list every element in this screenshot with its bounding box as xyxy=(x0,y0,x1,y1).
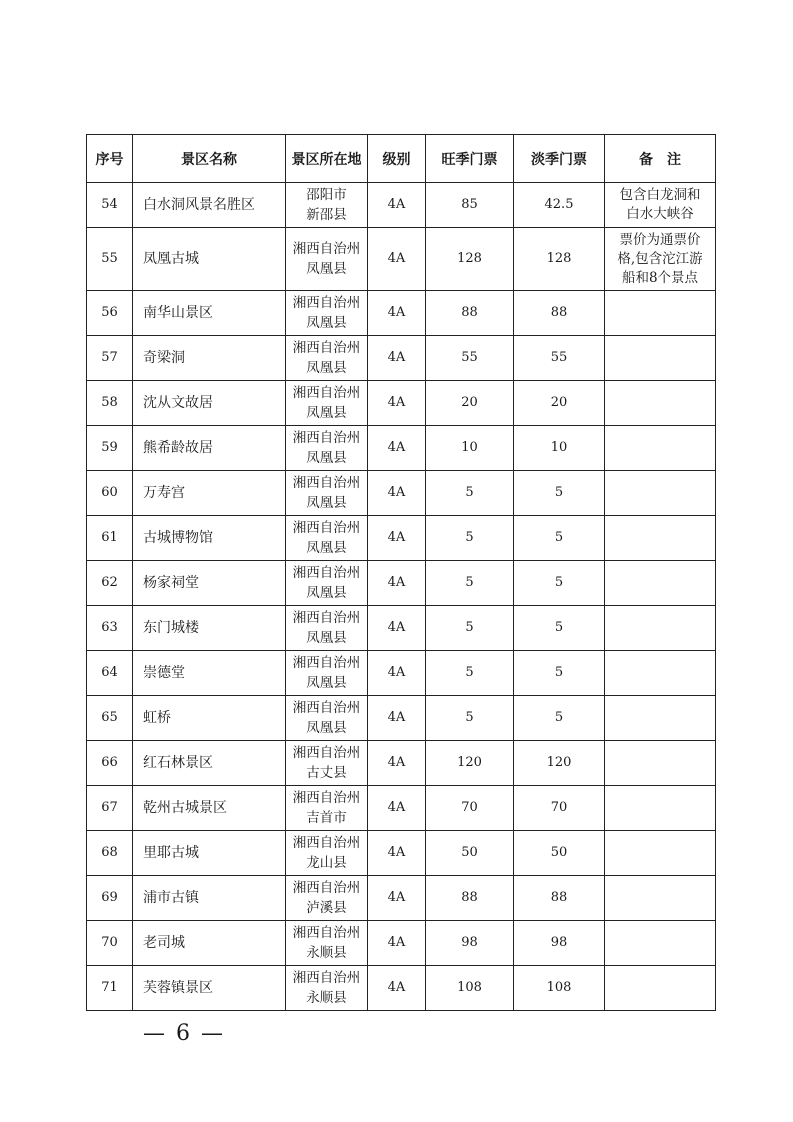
cell-location xyxy=(286,183,368,228)
table-row xyxy=(87,651,716,696)
cell-location xyxy=(286,336,368,381)
location-line: 凤凰县 xyxy=(306,495,347,511)
cell-scenic-name: 古城博物馆 xyxy=(133,516,286,561)
cell-peak-price: 85 xyxy=(426,183,514,228)
location-line: 凤凰县 xyxy=(306,540,347,556)
cell-location xyxy=(286,786,368,831)
location-line: 新邵县 xyxy=(306,207,347,223)
cell-peak-price: 88 xyxy=(426,876,514,921)
cell-remark xyxy=(605,966,716,1011)
cell-level: 4A xyxy=(368,381,426,426)
cell-scenic-name: 芙蓉镇景区 xyxy=(133,966,286,1011)
cell-location xyxy=(286,876,368,921)
location-line: 湘西自治州 xyxy=(292,925,361,941)
cell-off-price: 98 xyxy=(514,921,605,966)
cell-location xyxy=(286,831,368,876)
location-line: 凤凰县 xyxy=(306,315,347,331)
cell-level: 4A xyxy=(368,696,426,741)
cell-scenic-name: 崇德堂 xyxy=(133,651,286,696)
location-line: 湘西自治州 xyxy=(292,430,361,446)
cell-level: 4A xyxy=(368,561,426,606)
location-line: 湘西自治州 xyxy=(292,835,361,851)
header-cell: 景区所在地 xyxy=(286,135,368,183)
cell-peak-price: 55 xyxy=(426,336,514,381)
table-row xyxy=(87,966,716,1011)
location-line: 湘西自治州 xyxy=(292,520,361,536)
remark-line: 船和8个景点 xyxy=(621,269,699,286)
cell-level: 4A xyxy=(368,228,426,291)
cell-number: 66 xyxy=(87,741,133,786)
cell-level: 4A xyxy=(368,876,426,921)
location-line: 邵阳市 xyxy=(306,187,347,203)
remark-line: 包含白龙洞和 xyxy=(619,187,701,203)
header-cell: 旺季门票 xyxy=(426,135,514,183)
location-line: 吉首市 xyxy=(306,810,347,826)
cell-level: 4A xyxy=(368,921,426,966)
cell-location xyxy=(286,921,368,966)
cell-scenic-name: 奇梁洞 xyxy=(133,336,286,381)
cell-off-price: 128 xyxy=(514,228,605,291)
location-line: 湘西自治州 xyxy=(292,970,361,986)
cell-scenic-name: 里耶古城 xyxy=(133,831,286,876)
cell-level: 4A xyxy=(368,651,426,696)
table-body xyxy=(87,183,716,1011)
location-line: 凤凰县 xyxy=(306,630,347,646)
cell-off-price: 55 xyxy=(514,336,605,381)
location-line: 凤凰县 xyxy=(306,405,347,421)
cell-remark xyxy=(605,336,716,381)
header-cell: 备 注 xyxy=(605,135,716,183)
location-line: 湘西自治州 xyxy=(292,385,361,401)
table-row xyxy=(87,291,716,336)
cell-scenic-name: 熊希龄故居 xyxy=(133,426,286,471)
cell-level: 4A xyxy=(368,516,426,561)
cell-number: 62 xyxy=(87,561,133,606)
cell-scenic-name: 东门城楼 xyxy=(133,606,286,651)
table-row xyxy=(87,921,716,966)
header-cell: 淡季门票 xyxy=(514,135,605,183)
cell-level: 4A xyxy=(368,786,426,831)
cell-remark xyxy=(605,516,716,561)
cell-level: 4A xyxy=(368,966,426,1011)
location-line: 龙山县 xyxy=(306,855,347,871)
cell-scenic-name: 杨家祠堂 xyxy=(133,561,286,606)
page-number: — 6 — xyxy=(143,1021,225,1046)
cell-remark xyxy=(605,291,716,336)
cell-number: 60 xyxy=(87,471,133,516)
location-line: 湘西自治州 xyxy=(292,475,361,491)
location-line: 湘西自治州 xyxy=(292,700,361,716)
cell-remark xyxy=(605,426,716,471)
cell-off-price: 20 xyxy=(514,381,605,426)
table-row xyxy=(87,606,716,651)
cell-location xyxy=(286,291,368,336)
cell-remark xyxy=(605,228,716,291)
header-cell: 景区名称 xyxy=(133,135,286,183)
table-row xyxy=(87,516,716,561)
table-row xyxy=(87,381,716,426)
cell-off-price: 108 xyxy=(514,966,605,1011)
location-line: 凤凰县 xyxy=(306,720,347,736)
cell-scenic-name: 万寿宫 xyxy=(133,471,286,516)
table-row xyxy=(87,831,716,876)
cell-off-price: 120 xyxy=(514,741,605,786)
cell-off-price: 88 xyxy=(514,876,605,921)
location-line: 湘西自治州 xyxy=(292,880,361,896)
remark-line: 白水大峡谷 xyxy=(626,206,694,222)
cell-remark xyxy=(605,183,716,228)
cell-off-price: 10 xyxy=(514,426,605,471)
cell-scenic-name: 老司城 xyxy=(133,921,286,966)
cell-location xyxy=(286,516,368,561)
table-row xyxy=(87,741,716,786)
cell-location xyxy=(286,561,368,606)
cell-number: 67 xyxy=(87,786,133,831)
table-row xyxy=(87,336,716,381)
cell-location xyxy=(286,471,368,516)
cell-off-price: 5 xyxy=(514,696,605,741)
location-line: 凤凰县 xyxy=(306,261,347,277)
cell-off-price: 5 xyxy=(514,471,605,516)
cell-off-price: 5 xyxy=(514,651,605,696)
cell-peak-price: 5 xyxy=(426,606,514,651)
table-row xyxy=(87,228,716,291)
cell-peak-price: 5 xyxy=(426,696,514,741)
cell-location xyxy=(286,426,368,471)
table-row xyxy=(87,696,716,741)
location-line: 湘西自治州 xyxy=(292,610,361,626)
cell-off-price: 50 xyxy=(514,831,605,876)
table-row xyxy=(87,786,716,831)
cell-remark xyxy=(605,696,716,741)
cell-number: 63 xyxy=(87,606,133,651)
cell-level: 4A xyxy=(368,741,426,786)
location-line: 湘西自治州 xyxy=(292,241,361,257)
cell-peak-price: 98 xyxy=(426,921,514,966)
cell-peak-price: 5 xyxy=(426,471,514,516)
cell-number: 64 xyxy=(87,651,133,696)
table-row xyxy=(87,876,716,921)
cell-remark xyxy=(605,741,716,786)
remark-line: 格,包含沱江游 xyxy=(617,250,703,267)
cell-level: 4A xyxy=(368,183,426,228)
cell-remark xyxy=(605,786,716,831)
cell-off-price: 5 xyxy=(514,561,605,606)
cell-level: 4A xyxy=(368,426,426,471)
location-line: 湘西自治州 xyxy=(292,340,361,356)
cell-remark xyxy=(605,921,716,966)
location-line: 凤凰县 xyxy=(306,450,347,466)
header-cell: 级别 xyxy=(368,135,426,183)
cell-number: 71 xyxy=(87,966,133,1011)
cell-off-price: 88 xyxy=(514,291,605,336)
cell-peak-price: 20 xyxy=(426,381,514,426)
cell-number: 68 xyxy=(87,831,133,876)
location-line: 古丈县 xyxy=(306,765,347,781)
table-row xyxy=(87,471,716,516)
cell-remark xyxy=(605,606,716,651)
cell-peak-price: 120 xyxy=(426,741,514,786)
cell-scenic-name: 虹桥 xyxy=(133,696,286,741)
cell-peak-price: 50 xyxy=(426,831,514,876)
cell-remark xyxy=(605,381,716,426)
cell-remark xyxy=(605,561,716,606)
remark-line: 票价为通票价 xyxy=(619,231,701,248)
cell-location xyxy=(286,696,368,741)
cell-remark xyxy=(605,831,716,876)
cell-location xyxy=(286,381,368,426)
cell-remark xyxy=(605,651,716,696)
cell-number: 57 xyxy=(87,336,133,381)
cell-peak-price: 5 xyxy=(426,561,514,606)
table-header-row xyxy=(87,135,716,183)
cell-scenic-name: 浦市古镇 xyxy=(133,876,286,921)
cell-level: 4A xyxy=(368,291,426,336)
cell-peak-price: 70 xyxy=(426,786,514,831)
table-row xyxy=(87,183,716,228)
cell-peak-price: 128 xyxy=(426,228,514,291)
cell-location xyxy=(286,228,368,291)
cell-location xyxy=(286,966,368,1011)
cell-off-price: 5 xyxy=(514,516,605,561)
cell-number: 65 xyxy=(87,696,133,741)
location-line: 凤凰县 xyxy=(306,675,347,691)
cell-location xyxy=(286,651,368,696)
cell-number: 55 xyxy=(87,228,133,291)
cell-peak-price: 108 xyxy=(426,966,514,1011)
cell-number: 58 xyxy=(87,381,133,426)
cell-peak-price: 5 xyxy=(426,516,514,561)
header-cell: 序号 xyxy=(87,135,133,183)
cell-number: 54 xyxy=(87,183,133,228)
cell-remark xyxy=(605,876,716,921)
location-line: 永顺县 xyxy=(306,945,347,961)
cell-scenic-name: 沈从文故居 xyxy=(133,381,286,426)
cell-location xyxy=(286,606,368,651)
cell-peak-price: 10 xyxy=(426,426,514,471)
cell-scenic-name: 乾州古城景区 xyxy=(133,786,286,831)
location-line: 凤凰县 xyxy=(306,585,347,601)
table-row xyxy=(87,426,716,471)
cell-off-price: 5 xyxy=(514,606,605,651)
cell-number: 61 xyxy=(87,516,133,561)
location-line: 湘西自治州 xyxy=(292,745,361,761)
cell-level: 4A xyxy=(368,831,426,876)
location-line: 泸溪县 xyxy=(306,900,347,916)
cell-number: 56 xyxy=(87,291,133,336)
cell-remark xyxy=(605,471,716,516)
location-line: 湘西自治州 xyxy=(292,295,361,311)
cell-peak-price: 88 xyxy=(426,291,514,336)
cell-off-price: 42.5 xyxy=(514,183,605,228)
ticket-price-table xyxy=(86,134,716,1011)
location-line: 湘西自治州 xyxy=(292,565,361,581)
location-line: 湘西自治州 xyxy=(292,790,361,806)
cell-scenic-name: 红石林景区 xyxy=(133,741,286,786)
location-line: 湘西自治州 xyxy=(292,655,361,671)
cell-peak-price: 5 xyxy=(426,651,514,696)
cell-off-price: 70 xyxy=(514,786,605,831)
cell-scenic-name: 白水洞风景名胜区 xyxy=(133,183,286,228)
cell-level: 4A xyxy=(368,471,426,516)
cell-level: 4A xyxy=(368,606,426,651)
cell-number: 69 xyxy=(87,876,133,921)
cell-number: 70 xyxy=(87,921,133,966)
location-line: 凤凰县 xyxy=(306,360,347,376)
cell-scenic-name: 凤凰古城 xyxy=(133,228,286,291)
location-line: 永顺县 xyxy=(306,990,347,1006)
cell-number: 59 xyxy=(87,426,133,471)
table-row xyxy=(87,561,716,606)
cell-level: 4A xyxy=(368,336,426,381)
cell-scenic-name: 南华山景区 xyxy=(133,291,286,336)
cell-location xyxy=(286,741,368,786)
